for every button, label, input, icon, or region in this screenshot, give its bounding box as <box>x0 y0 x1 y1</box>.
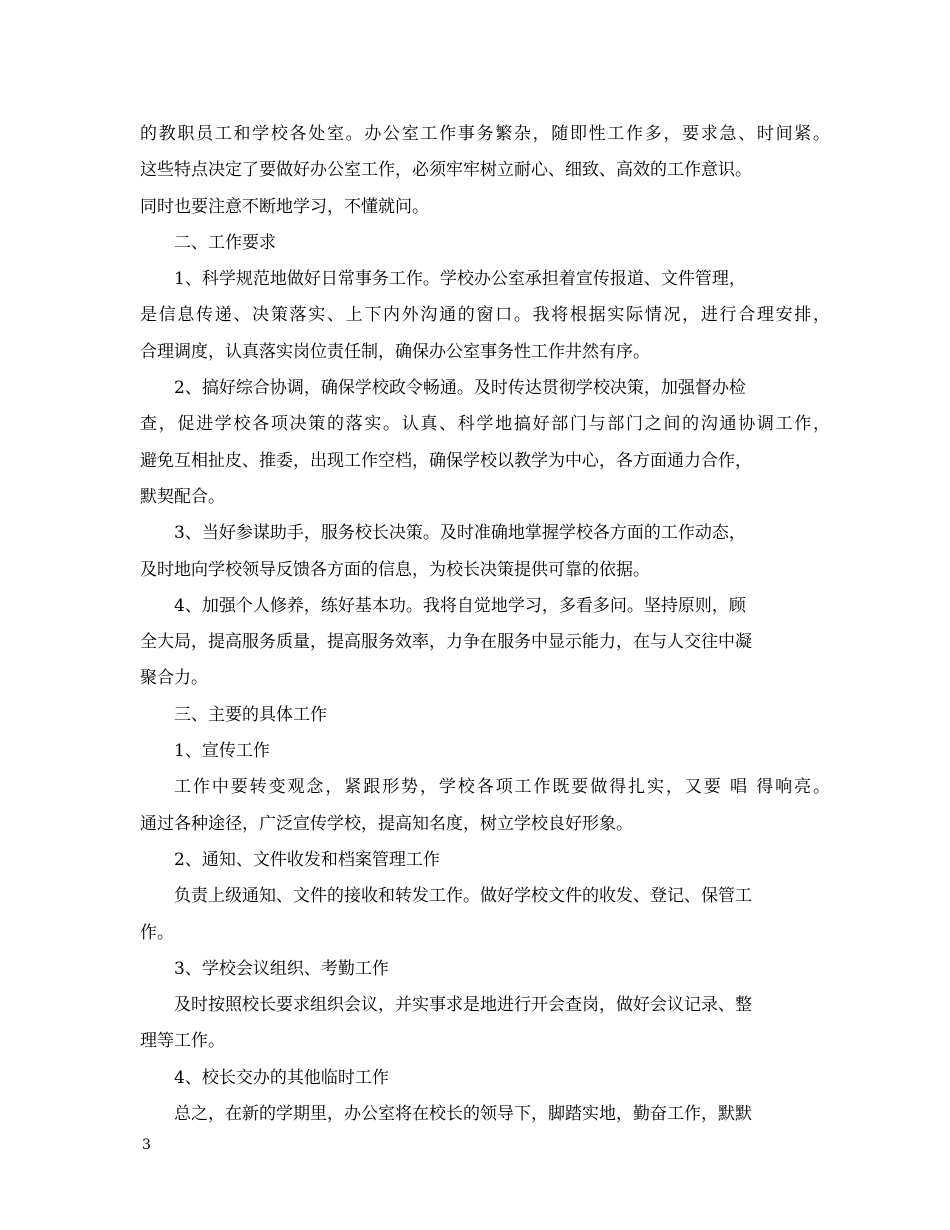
text-line: 全大局，提高服务质量，提高服务效率，力争在服务中显示能力，在与人交往中凝 <box>140 632 752 653</box>
text-line: 合理调度，认真落实岗位责任制，确保办公室事务性工作井然有序。 <box>140 341 650 362</box>
subsection-heading: 3、学校会议组织、考勤工作 <box>174 958 389 979</box>
text-line: 默契配合。 <box>140 486 225 507</box>
text-line: 1、科学规范地做好日常事务工作。学校办公室承担着宣传报道、文件管理， <box>174 269 746 290</box>
text-line: 查，促进学校各项决策的落实。认真、科学地搞好部门与部门之间的沟通协调工作， <box>140 414 830 435</box>
text-line: 2、搞好综合协调，确保学校政令畅通。及时传达贯彻学校决策，加强督办检 <box>174 378 746 399</box>
text-line: 的教职员工和学校各处室。办公室工作事务繁杂，随即性工作多，要求急、时间紧。 <box>140 124 830 144</box>
text-line: 负责上级通知、文件的接收和转发工作。做好学校文件的收发、登记、保管工 <box>174 886 752 907</box>
section-heading: 三、主要的具体工作 <box>174 704 327 725</box>
subsection-heading: 2、通知、文件收发和档案管理工作 <box>174 849 440 870</box>
page-number: 3 <box>142 1137 151 1153</box>
text-line: 4、加强个人修养，练好基本功。我将自觉地学习，多看多问。坚持原则，顾 <box>174 595 746 616</box>
text-line: 作。 <box>140 922 174 943</box>
text-line: 通过各种途径，广泛宣传学校，提高知名度，树立学校良好形象。 <box>140 813 633 834</box>
text-line: 理等工作。 <box>140 1031 225 1052</box>
text-line: 及时按照校长要求组织会议，并实事求是地进行开会查岗，做好会议记录、整 <box>174 995 752 1016</box>
subsection-heading: 1、宣传工作 <box>174 741 270 762</box>
text-line: 同时也要注意不断地学习，不懂就问。 <box>140 196 429 217</box>
text-line: 及时地向学校领导反馈各方面的信息，为校长决策提供可靠的依据。 <box>140 559 650 580</box>
document-body <box>140 116 830 1132</box>
text-line: 3、当好参谋助手，服务校长决策。及时准确地掌握学校各方面的工作动态， <box>174 523 746 544</box>
text-line: 这些特点决定了要做好办公室工作，必须牢牢树立耐心、细致、高效的工作意识。 <box>140 160 752 181</box>
text-line: 避免互相扯皮、推委，出现工作空档，确保学校以教学为中心，各方面通力合作， <box>140 450 752 471</box>
section-heading: 二、工作要求 <box>174 232 276 253</box>
text-line: 总之，在新的学期里，办公室将在校长的领导下，脚踏实地，勤奋工作，默默 <box>174 1104 752 1125</box>
subsection-heading: 4、校长交办的其他临时工作 <box>174 1067 389 1088</box>
text-line: 工作中要转变观念，紧跟形势，学校各项工作既要做得扎实，又要 唱 得响亮。 <box>174 777 830 798</box>
text-line: 聚合力。 <box>140 668 208 689</box>
text-line: 是信息传递、决策落实、上下内外沟通的窗口。我将根据实际情况，进行合理安排， <box>140 305 830 326</box>
